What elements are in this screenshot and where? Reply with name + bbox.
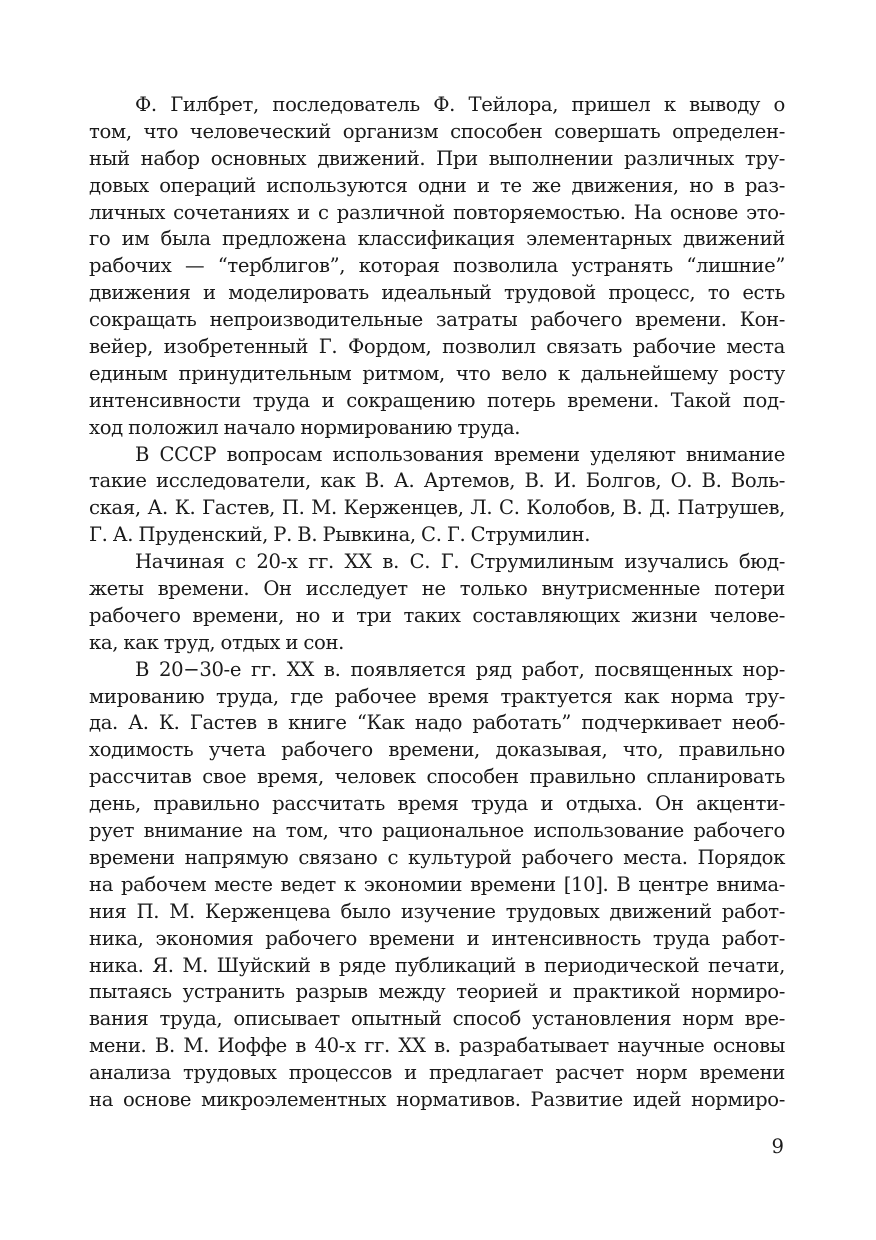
text-line: довых операций используются одни и те же движения, но в раз- (89, 173, 785, 197)
text-line: сокращать непроизводительные затраты рабочего времени. Кон- (89, 308, 785, 332)
text-line: анализа трудовых процессов и предлагает расчет норм времени (89, 1061, 785, 1085)
paragraph-gilbreth (89, 92, 785, 442)
text-line: том, что человеческий организм способен совершать определен- (89, 119, 785, 143)
body-text (89, 92, 785, 1114)
text-line: ния П. М. Керженцева было изучение трудовых движений работ- (89, 899, 785, 923)
text-line: ника. Я. М. Шуйский в ряде публикаций в периодической печати, (89, 953, 785, 977)
paragraph-labor-norms (89, 657, 785, 1114)
text-line: Г. А. Пруденский, Р. В. Рывкина, С. Г. Струмилин. (89, 523, 591, 547)
text-line: рассчитав свое время, человек способен правильно спланировать (89, 765, 785, 789)
text-line: В 20−30-е гг. XX в. появляется ряд работ, посвященных нор- (135, 657, 785, 681)
page-number: 9 (771, 1135, 784, 1158)
text-line: единым принудительным ритмом, что вело к дальнейшему росту (89, 361, 785, 385)
text-line: времени напрямую связано с культурой рабочего места. Порядок (89, 845, 785, 869)
paragraph-strumilin (89, 549, 785, 657)
text-line: мированию труда, где рабочее время трактуется как норма тру- (89, 684, 785, 708)
text-line: вания труда, описывает опытный способ установления норм вре- (89, 1007, 785, 1031)
text-line: Начиная с 20-х гг. XX в. С. Г. Струмилиным изучались бюд- (135, 550, 785, 574)
text-line: рабочего времени, но и три таких составляющих жизни челове- (89, 603, 785, 627)
text-line: ный набор основных движений. При выполнении различных тру- (89, 146, 785, 170)
text-line: ская, А. К. Гастев, П. М. Керженцев, Л. С. Колобов, В. Д. Патрушев, (89, 496, 785, 520)
text-line: го им была предложена классификация элементарных движений (89, 227, 785, 251)
text-line: В СССР вопросам использования времени уделяют внимание (135, 442, 785, 466)
text-line: день, правильно рассчитать время труда и отдыха. Он акценти- (89, 792, 785, 816)
text-line: такие исследователи, как В. А. Артемов, В. И. Болгов, О. В. Воль- (89, 469, 785, 493)
text-line: Ф. Гилбрет, последователь Ф. Тейлора, пришел к выводу о (135, 93, 785, 116)
text-line: вейер, изобретенный Г. Фордом, позволил связать рабочие места (89, 335, 785, 359)
text-line: личных сочетаниях и с различной повторяемостью. На основе это- (89, 200, 785, 224)
text-line: жеты времени. Он исследует не только внутрисменные потери (89, 577, 785, 601)
text-line: рует внимание на том, что рациональное использование рабочего (89, 819, 785, 843)
text-line: на основе микроэлементных нормативов. Развитие идей нормиро- (89, 1087, 785, 1111)
text-line: мени. В. М. Иоффе в 40-х гг. XX в. разрабатывает научные основы (89, 1034, 785, 1058)
text-line: движения и моделировать идеальный трудовой процесс, то есть (89, 281, 785, 305)
text-line: на рабочем месте ведет к экономии времени [10]. В центре внима- (89, 872, 785, 896)
text-line: пытаясь устранить разрыв между теорией и практикой нормиро- (89, 980, 785, 1004)
paragraph-ussr-researchers (89, 442, 785, 550)
text-line: ходимость учета рабочего времени, доказывая, что, правильно (89, 738, 785, 762)
text-line: да. А. К. Гастев в книге “Как надо работать” подчеркивает необ- (89, 711, 785, 735)
text-line: интенсивности труда и сокращению потерь времени. Такой под- (89, 388, 785, 412)
text-line: рабочих — “терблигов”, которая позволила устранять “лишние” (89, 254, 785, 278)
text-line: ника, экономия рабочего времени и интенсивность труда работ- (89, 926, 785, 950)
text-line: ка, как труд, отдых и сон. (89, 630, 345, 654)
text-line: ход положил начало нормированию труда. (89, 415, 521, 439)
